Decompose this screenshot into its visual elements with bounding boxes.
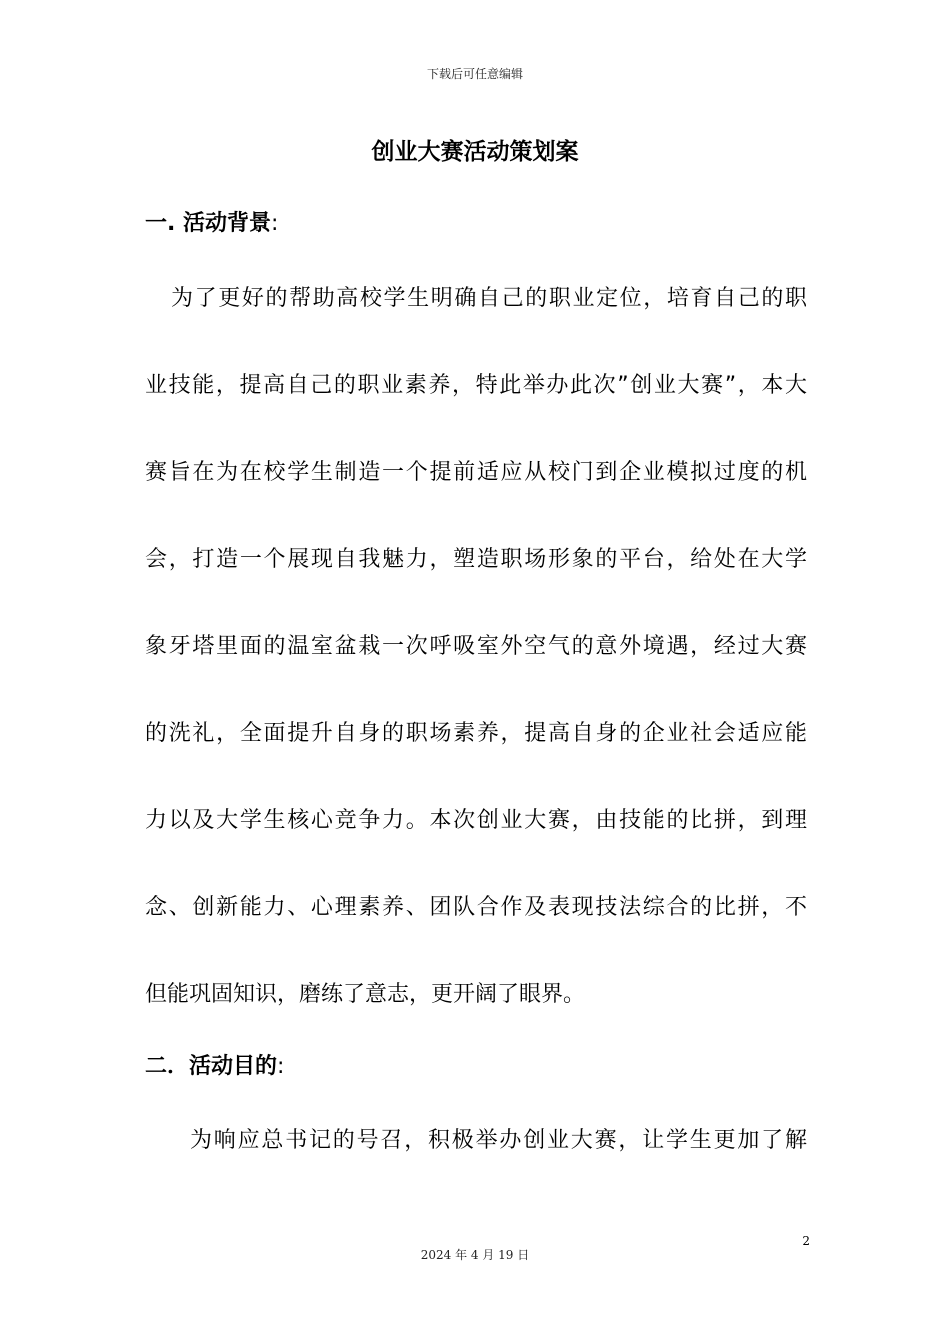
paragraph-line: 为了更好的帮助高校学生明确自己的职业定位，培育自己的职 xyxy=(171,286,807,311)
document-title: 创业大赛活动策划案 xyxy=(371,139,579,165)
section-body-purpose xyxy=(145,1097,807,1184)
paragraph-line: 念、创新能力、心理素养、团队合作及表现技法综合的比拼，不 xyxy=(145,895,807,920)
section-body-background xyxy=(145,255,807,1038)
paragraph-line: 象牙塔里面的温室盆栽一次呼吸室外空气的意外境遇，经过大赛 xyxy=(145,634,807,659)
section-heading-text: 二．活动目的 xyxy=(145,1054,278,1079)
section-heading-text: 一. 活动背景 xyxy=(145,211,272,236)
section-heading-background xyxy=(145,209,278,239)
paragraph-line: 的洗礼，全面提升自身的职场素养，提高自身的企业社会适应能 xyxy=(145,721,807,746)
page-number: 2 xyxy=(802,1234,810,1248)
page-header: 下载后可任意编辑 xyxy=(426,67,523,81)
paragraph-line: 赛旨在为在校学生制造一个提前适应从校门到企业模拟过度的机 xyxy=(145,460,807,485)
paragraph-line: 业技能，提高自己的职业素养，特此举办此次”创业大赛”，本大 xyxy=(145,373,807,398)
paragraph-line: 但能巩固知识，磨练了意志，更开阔了眼界。 xyxy=(145,982,586,1007)
section-heading-colon: : xyxy=(277,1054,285,1079)
page-footer-date: 2024 年 4 月 19 日 xyxy=(420,1248,530,1262)
section-heading-purpose xyxy=(145,1052,284,1082)
section-heading-colon: : xyxy=(271,211,279,236)
paragraph-line: 为响应总书记的号召，积极举办创业大赛，让学生更加了解 xyxy=(190,1128,807,1153)
paragraph-line: 会，打造一个展现自我魅力，塑造职场形象的平台，给处在大学 xyxy=(145,547,807,572)
paragraph-line: 力以及大学生核心竞争力。本次创业大赛，由技能的比拼，到理 xyxy=(145,808,807,833)
